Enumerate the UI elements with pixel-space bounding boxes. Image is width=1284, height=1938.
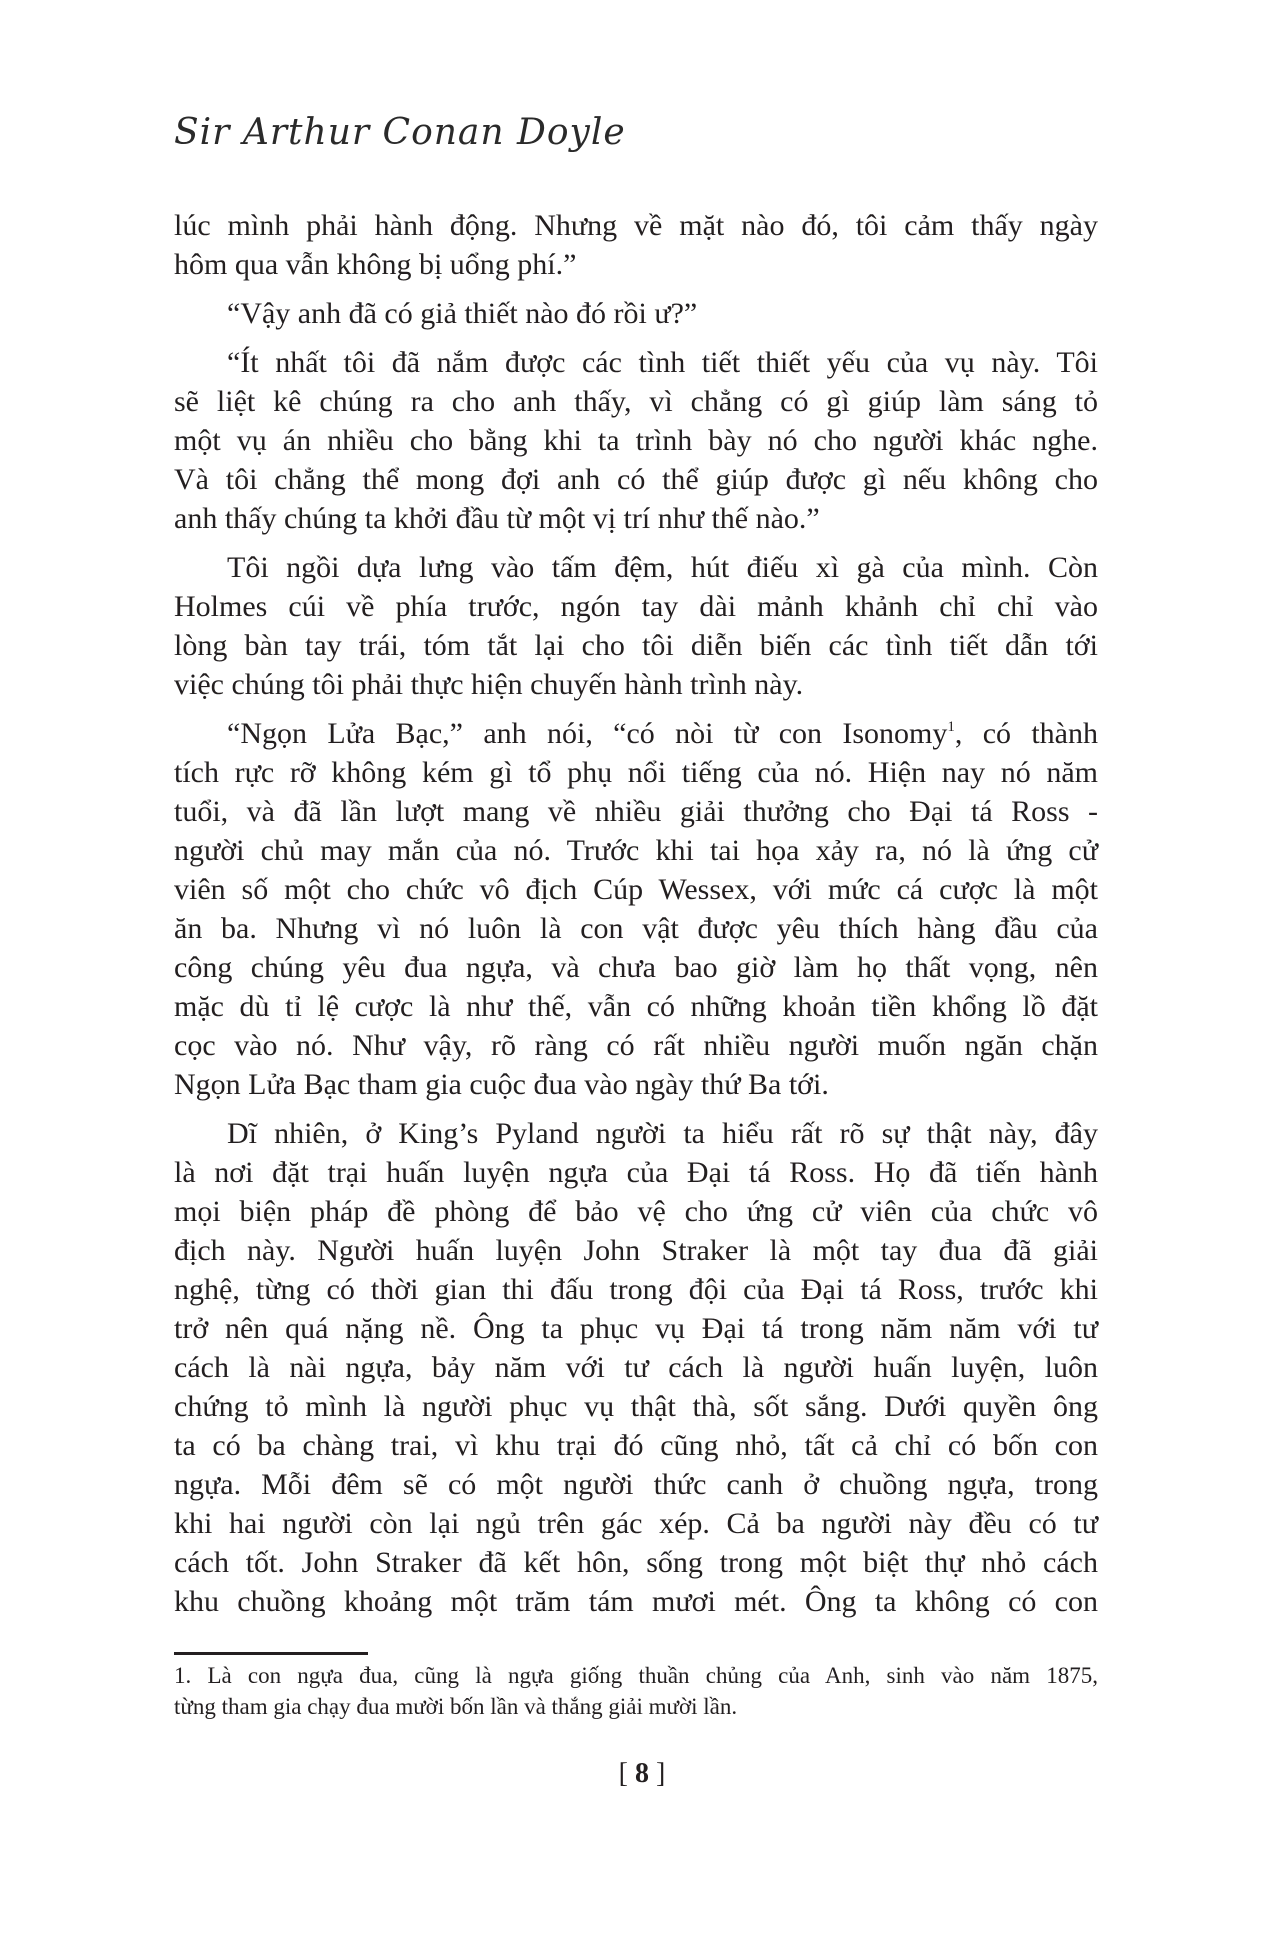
footnote — [174, 1660, 1098, 1722]
text-line: tuổi, và đã lần lượt mang về nhiều giải thưởng cho Đại tá Ross - — [174, 795, 1098, 828]
paragraph — [174, 294, 1098, 333]
text-line: Tôi ngồi dựa lưng vào tấm đệm, hút điếu xì gà của mình. Còn — [227, 551, 1098, 584]
text-line: trở nên quá nặng nề. Ông ta phục vụ Đại tá trong năm năm với tư — [174, 1312, 1098, 1345]
text-line: anh thấy chúng ta khởi đầu từ một vị trí như thế nào.” — [174, 502, 820, 535]
text-line: lòng bàn tay trái, tóm tắt lại cho tôi diễn biến các tình tiết dẫn tới — [174, 629, 1098, 662]
text-line: khi hai người còn lại ngủ trên gác xép. Cả ba người này đều có tư — [174, 1507, 1098, 1540]
text-line: cách là nài ngựa, bảy năm với tư cách là người huấn luyện, luôn — [174, 1351, 1098, 1384]
footnote-line: 1. Là con ngựa đua, cũng là ngựa giống thuần chủng của Anh, sinh vào năm 1875, — [174, 1663, 1098, 1688]
text-line: là nơi đặt trại huấn luyện ngựa của Đại tá Ross. Họ đã tiến hành — [174, 1156, 1098, 1189]
text-line: hôm qua vẫn không bị uổng phí.” — [174, 248, 577, 281]
text-line: tích rực rỡ không kém gì tổ phụ nổi tiếng của nó. Hiện nay nó năm — [174, 756, 1098, 789]
text-line: Dĩ nhiên, ở King’s Pyland người ta hiểu rất rõ sự thật này, đây — [227, 1117, 1098, 1150]
text-line: lúc mình phải hành động. Nhưng về mặt nào đó, tôi cảm thấy ngày — [174, 209, 1098, 242]
text-line: sẽ liệt kê chúng ra cho anh thấy, vì chẳng có gì giúp làm sáng tỏ — [174, 385, 1098, 418]
text-line: Ngọn Lửa Bạc tham gia cuộc đua vào ngày thứ Ba tới. — [174, 1068, 829, 1101]
footnote-divider — [174, 1652, 368, 1655]
text-line: địch này. Người huấn luyện John Straker là một tay đua đã giải — [174, 1234, 1098, 1267]
page-number-value: 8 — [635, 1758, 649, 1789]
paragraph — [174, 343, 1098, 538]
text-span: “Ngọn Lửa Bạc,” anh nói, “có nòi từ con Isonomy — [227, 717, 948, 750]
text-line: ngựa. Mỗi đêm sẽ có một người thức canh ở chuồng ngựa, trong — [174, 1468, 1098, 1501]
text-line: viên số một cho chức vô địch Cúp Wessex, với mức cá cược là một — [174, 873, 1098, 906]
text-line: cách tốt. John Straker đã kết hôn, sống trong một biệt thự nhỏ cách — [174, 1546, 1098, 1579]
text-line: mọi biện pháp đề phòng để bảo vệ cho ứng cử viên của chức vô — [174, 1195, 1098, 1228]
footnote-line: từng tham gia chạy đua mười bốn lần và thắng giải mười lần. — [174, 1694, 738, 1719]
running-header: Sir Arthur Conan Doyle — [174, 112, 626, 153]
paragraph — [174, 714, 1098, 1104]
text-line: cọc vào nó. Như vậy, rõ ràng có rất nhiều người muốn ngăn chặn — [174, 1029, 1098, 1062]
text-line: khu chuồng khoảng một trăm tám mươi mét. Ông ta không có con — [174, 1585, 1098, 1618]
text-line: công chúng yêu đua ngựa, và chưa bao giờ làm họ thất vọng, nên — [174, 951, 1098, 984]
text-line: ăn ba. Nhưng vì nó luôn là con vật được yêu thích hàng đầu của — [174, 912, 1098, 945]
text-line: chứng tỏ mình là người phục vụ thật thà, sốt sắng. Dưới quyền ông — [174, 1390, 1098, 1423]
text-line: việc chúng tôi phải thực hiện chuyến hành trình này. — [174, 668, 804, 701]
bracket-close: ] — [649, 1758, 666, 1789]
text-line: Holmes cúi về phía trước, ngón tay dài mảnh khảnh chỉ chỉ vào — [174, 590, 1098, 623]
text-line: ta có ba chàng trai, vì khu trại đó cũng nhỏ, tất cả chỉ có bốn con — [174, 1429, 1098, 1462]
footnote-reference[interactable]: 1 — [947, 719, 955, 735]
paragraph — [174, 206, 1098, 284]
text-line: một vụ án nhiều cho bằng khi ta trình bày nó cho người khác nghe. — [174, 424, 1098, 457]
text-span: , có thành — [954, 717, 1098, 750]
body-text — [174, 206, 1098, 1621]
text-line: mặc dù tỉ lệ cược là như thế, vẫn có những khoản tiền khổng lồ đặt — [174, 990, 1098, 1023]
paragraph — [174, 1114, 1098, 1621]
text-line: “Vậy anh đã có giả thiết nào đó rồi ư?” — [227, 297, 698, 330]
text-line: “Ít nhất tôi đã nắm được các tình tiết thiết yếu của vụ này. Tôi — [227, 346, 1098, 379]
bracket-open: [ — [618, 1758, 635, 1789]
text-line: Và tôi chẳng thể mong đợi anh có thể giúp được gì nếu không cho — [174, 463, 1098, 496]
page-number — [0, 1758, 1284, 1790]
text-line: người chủ may mắn của nó. Trước khi tai họa xảy ra, nó là ứng cử — [174, 834, 1098, 867]
text-line: nghệ, từng có thời gian thi đấu trong đội của Đại tá Ross, trước khi — [174, 1273, 1098, 1306]
paragraph — [174, 548, 1098, 704]
text-line — [174, 714, 1098, 753]
